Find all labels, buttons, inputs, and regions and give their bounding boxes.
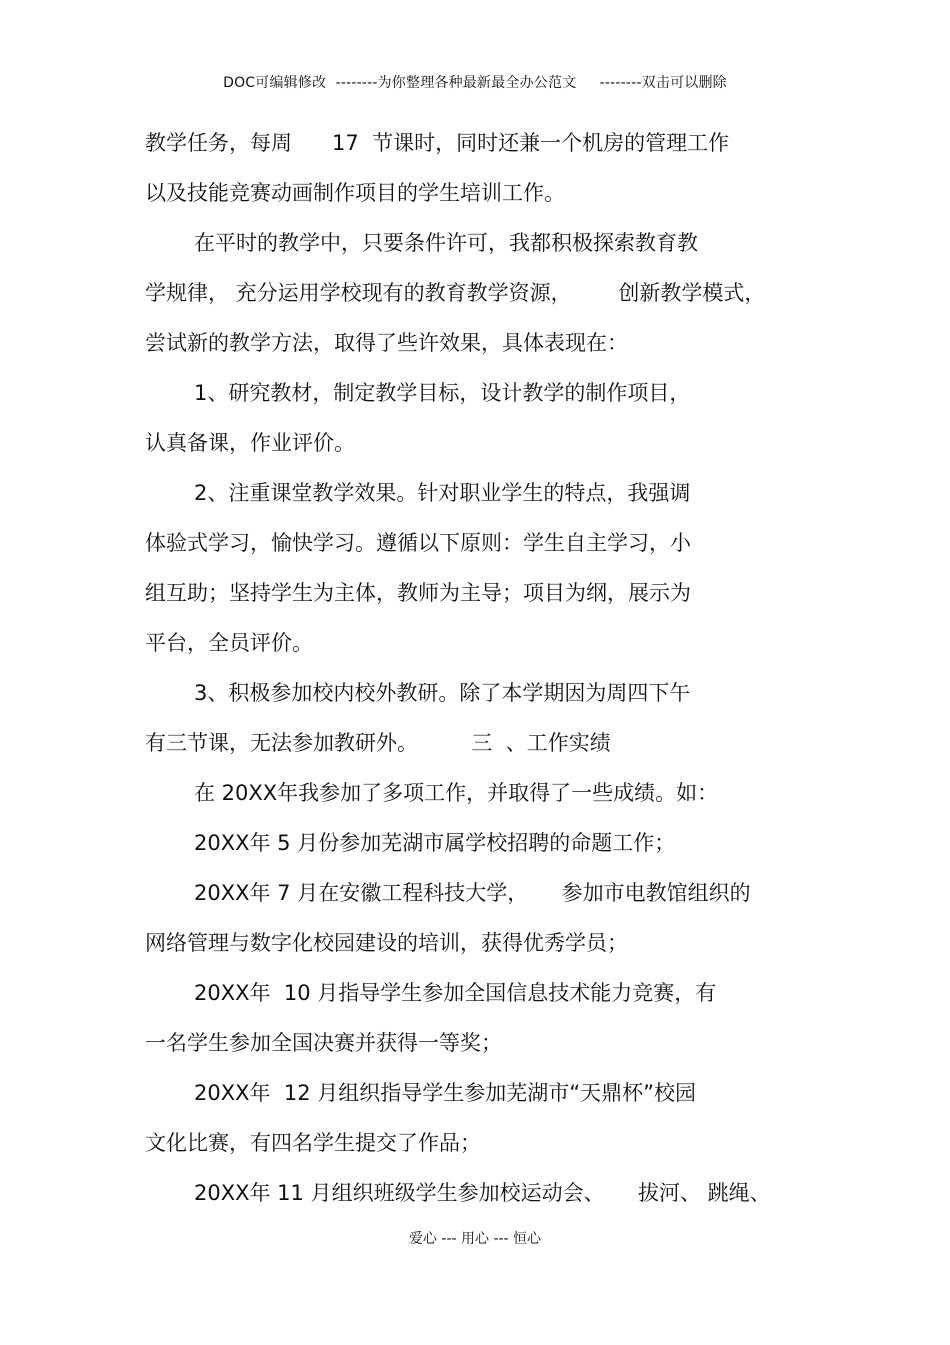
text-line: 体验式学习，愉快学习。遵循以下原则：学生自主学习，小 [145,531,691,555]
paragraph-first-line: 2、注重课堂教学效果。针对职业学生的特点，我强调 [194,481,691,505]
paragraph-first-line: 20XX年 7 月在安徽工程科技大学， 参加市电教馆组织的 [194,881,751,905]
paragraph-first-line: 20XX年 11 月组织班级学生参加校运动会、 拔河、 跳绳、 [194,1181,771,1205]
text-line: 有三节课，无法参加教研外。 三 、工作实绩 [145,731,611,755]
text-line: 以及技能竞赛动画制作项目的学生培训工作。 [145,181,565,205]
paragraph-first-line: 在平时的教学中，只要条件许可，我都积极探索教育教 [194,231,698,255]
paragraph-first-line: 20XX年 10 月指导学生参加全国信息技术能力竞赛，有 [194,981,717,1005]
paragraph-first-line: 在 20XX年我参加了多项工作，并取得了一些成绩。如： [194,781,719,805]
text-line: 组互助；坚持学生为主体，教师为主导；项目为纲，展示为 [145,581,691,605]
paragraph-first-line: 20XX年 12 月组织指导学生参加芜湖市“天鼎杯”校园 [194,1081,696,1105]
text-line: 尝试新的教学方法，取得了些许效果，具体表现在： [145,331,628,355]
page-footer: 爱心 --- 用心 --- 恒心 [408,1231,542,1247]
text-line: 学规律， 充分运用学校现有的教育教学资源， 创新教学模式， [145,281,766,305]
text-line: 教学任务，每周 17 节课时，同时还兼一个机房的管理工作 [145,131,730,155]
text-line: 网络管理与数字化校园建设的培训，获得优秀学员； [145,931,628,955]
text-line: 平台，全员评价。 [145,631,313,655]
text-line: 文化比赛，有四名学生提交了作品； [145,1131,481,1155]
paragraph-first-line: 3、积极参加校内校外教研。除了本学期因为周四下午 [194,681,691,705]
text-line: 一名学生参加全国决赛并获得一等奖； [145,1031,502,1055]
paragraph-first-line: 20XX年 5 月份参加芜湖市属学校招聘的命题工作； [194,831,676,855]
page-header: DOC可编辑修改 --------为你整理各种最新最全办公范文 --------双击可以删除 [223,75,727,91]
text-line: 认真备课，作业评价。 [145,431,355,455]
paragraph-first-line: 1、研究教材，制定教学目标，设计教学的制作项目， [194,381,691,405]
